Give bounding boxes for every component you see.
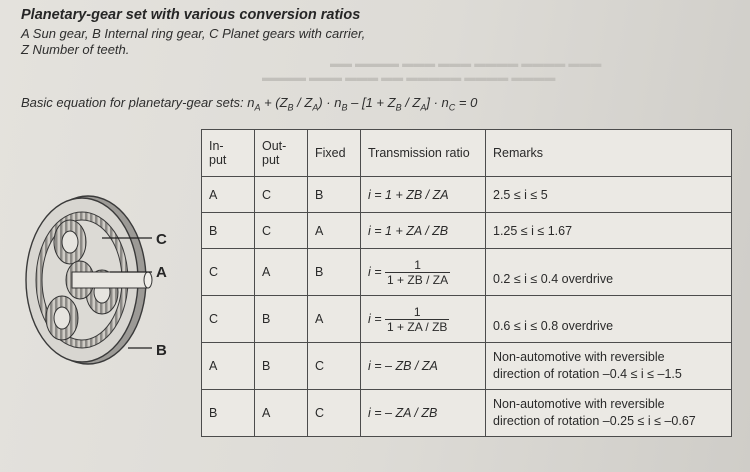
- remarks-line: direction of rotation –0.25 ≤ i ≤ –0.67: [493, 414, 696, 428]
- cell-ratio: [361, 296, 486, 343]
- fraction-numerator: 1: [385, 258, 450, 273]
- header-fixed: Fixed: [308, 130, 361, 177]
- cell-output: C: [255, 177, 308, 213]
- section-title: Planetary-gear set with various conversion ratios: [21, 7, 361, 23]
- cell-fixed: B: [308, 249, 361, 296]
- table-row: [202, 343, 732, 390]
- legend-text: [21, 26, 481, 58]
- remarks-line: direction of rotation –0.4 ≤ i ≤ –1.5: [493, 367, 682, 381]
- cell-input: B: [202, 390, 255, 437]
- fraction-denominator: 1 + ZB / ZA: [387, 272, 449, 287]
- cell-fixed: A: [308, 213, 361, 249]
- cell-remarks: 1.25 ≤ i ≤ 1.67: [486, 213, 732, 249]
- equation-prefix: Basic equation for planetary-gear sets:: [21, 95, 244, 110]
- header-output: Out- put: [255, 130, 308, 177]
- cell-output: B: [255, 343, 308, 390]
- cell-remarks: 2.5 ≤ i ≤ 5: [486, 177, 732, 213]
- cell-output: A: [255, 390, 308, 437]
- planetary-gear-diagram: [10, 180, 205, 380]
- show-through-text: ▬▬▬▬ ▬▬▬ ▬▬▬ ▬▬ ▬▬▬▬▬ ▬▬▬▬ ▬▬▬▬: [262, 72, 556, 84]
- legend-line: A Sun gear, B Internal ring gear, C Planet gears with carrier,: [21, 26, 366, 41]
- ratio-fraction: [385, 305, 449, 334]
- remarks-line: Non-automotive with reversible: [493, 397, 665, 411]
- cell-output: A: [255, 249, 308, 296]
- ratio-lhs: i =: [368, 264, 382, 279]
- cell-ratio: i = 1 + ZA / ZB: [361, 213, 486, 249]
- label-b: B: [156, 342, 167, 359]
- label-c: C: [156, 231, 167, 248]
- ratio-fraction: [385, 258, 450, 287]
- cell-fixed: C: [308, 390, 361, 437]
- shaft: [72, 272, 148, 288]
- header-remarks: Remarks: [486, 130, 732, 177]
- fraction-denominator: 1 + ZA / ZB: [387, 319, 448, 334]
- cell-remarks: 0.6 ≤ i ≤ 0.8 overdrive: [486, 296, 732, 343]
- table-row: [202, 177, 732, 213]
- cell-ratio: i = 1 + ZB / ZA: [361, 177, 486, 213]
- label-a: A: [156, 264, 167, 281]
- conversion-ratio-table: [201, 129, 732, 437]
- header-ratio: Transmission ratio: [361, 130, 486, 177]
- show-through-text: ▬▬ ▬▬▬▬ ▬▬▬ ▬▬▬ ▬▬▬▬ ▬▬▬▬ ▬▬▬: [330, 58, 602, 70]
- table-row: [202, 296, 732, 343]
- cell-input: A: [202, 177, 255, 213]
- cell-ratio: i = – ZA / ZB: [361, 390, 486, 437]
- cell-ratio: [361, 249, 486, 296]
- table-header-row: [202, 130, 732, 177]
- cell-output: C: [255, 213, 308, 249]
- equation-body: $n_A + (Z_B / Z_A) \cdot n_B - [1 + Z_B / Z_A] \cdot n_C = 0$: [247, 95, 478, 113]
- table-row: [202, 213, 732, 249]
- cell-input: C: [202, 296, 255, 343]
- cell-fixed: A: [308, 296, 361, 343]
- table-row: [202, 249, 732, 296]
- cell-remarks: 0.2 ≤ i ≤ 0.4 overdrive: [486, 249, 732, 296]
- cell-ratio: i = – ZB / ZA: [361, 343, 486, 390]
- cell-fixed: B: [308, 177, 361, 213]
- cell-fixed: C: [308, 343, 361, 390]
- fraction-numerator: 1: [385, 305, 449, 320]
- cell-input: C: [202, 249, 255, 296]
- cell-remarks: [486, 343, 732, 390]
- cell-remarks: [486, 390, 732, 437]
- cell-input: B: [202, 213, 255, 249]
- basic-equation: [21, 95, 477, 113]
- cell-input: A: [202, 343, 255, 390]
- table-row: [202, 390, 732, 437]
- legend-line: Z Number of teeth.: [21, 42, 130, 57]
- cell-output: B: [255, 296, 308, 343]
- remarks-line: Non-automotive with reversible: [493, 350, 665, 364]
- header-input: In- put: [202, 130, 255, 177]
- ratio-lhs: i =: [368, 311, 382, 326]
